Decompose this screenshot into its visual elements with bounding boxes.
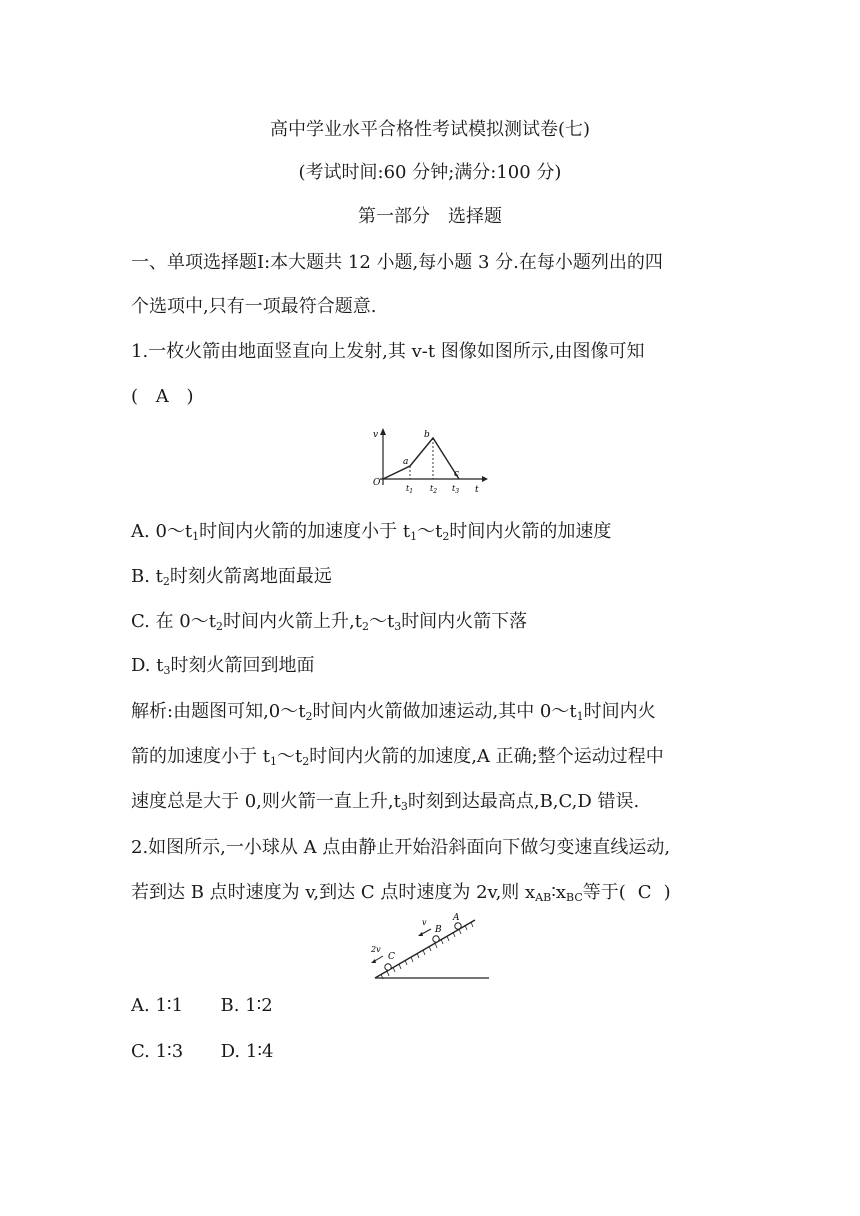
- velocity-line: [383, 438, 459, 479]
- q1-vt-graph: [372, 425, 488, 497]
- section-instructions-1: 一、单项选择题Ⅰ:本大题共 12 小题,每小题 3 分.在每小题列出的四: [131, 252, 663, 273]
- q1-stem: 1.一枚火箭由地面竖直向上发射,其 v-t 图像如图所示,由图像可知: [131, 341, 645, 362]
- label-2v: 2v: [371, 945, 381, 954]
- page-title: 高中学业水平合格性考试模拟测试卷(七): [269, 119, 591, 140]
- q1-analysis-3: 速度总是大于 0,则火箭一直上升$,t_3$时刻到达最高点,B,C,D 错误.: [131, 791, 640, 813]
- incline-hatching: [381, 922, 473, 979]
- q1-analysis-1: 解析:由题图可知$,0\sim t_2$时间内火箭做加速运动,其中 $0\sim t_1$时间内火: [131, 701, 656, 723]
- section-instructions-2: 个选项中,只有一项最符合题意.: [131, 296, 377, 317]
- q2-answer: C: [637, 882, 652, 903]
- part-heading: 第一部分 选择题: [358, 206, 502, 227]
- q2-option-a: A. 1∶1: [131, 995, 184, 1016]
- q2-option-b: B. 1∶2: [220, 995, 273, 1016]
- label-o: O: [373, 478, 381, 488]
- q2-stem-2: 若到达 B 点时速度为 v,到达 C 点时速度为 2v,则 $x_{AB}∶x_{BC}$等于( C ): [131, 882, 671, 904]
- q2-incline-diagram: [365, 912, 491, 982]
- q2-option-c: C. 1∶3: [131, 1041, 184, 1062]
- label-B: B: [435, 925, 442, 935]
- exam-info: (考试时间:60 分钟;满分:100 分): [298, 162, 562, 183]
- q1-answer-line: [131, 385, 194, 409]
- label-t2: $t_2$: [430, 484, 438, 495]
- q1-analysis-2: 箭的加速度小于 $t_1\sim t_2$时间内火箭的加速度,A 正确;整个运动过程中: [131, 746, 664, 768]
- label-t1: $t_1$: [406, 484, 414, 495]
- ball-a: [455, 923, 461, 929]
- label-b: b: [424, 430, 430, 440]
- arrow-2v-head: [371, 959, 376, 963]
- q2-stem-1: 2.如图所示,一小球从 A 点由静止开始沿斜面向下做匀变速直线运动,: [131, 837, 671, 858]
- label-a: a: [403, 457, 409, 467]
- label-t3: $t_3$: [452, 484, 460, 495]
- q1-answer: A: [155, 386, 169, 407]
- q2-options-row-1: [131, 994, 273, 1018]
- ball-b: [433, 936, 439, 942]
- q1-option-d: D. $t_3$时刻火箭回到地面: [131, 655, 315, 677]
- label-v: v: [422, 918, 427, 927]
- label-c: c: [454, 469, 460, 479]
- q1-option-a: A. $0\sim t_1$时间内火箭的加速度小于 $t_1\sim t_2$时间内火箭的加速度: [131, 521, 612, 543]
- t-axis-arrow: [482, 476, 488, 482]
- label-v: v: [373, 430, 379, 440]
- q2-option-d: D. 1∶4: [220, 1041, 274, 1062]
- label-C: C: [388, 952, 395, 962]
- q1-bracket-open: (: [131, 386, 139, 407]
- ball-c: [385, 964, 391, 970]
- q1-option-b: B. $t_2$时刻火箭离地面最远: [131, 566, 332, 588]
- q1-bracket-close: ): [186, 386, 194, 407]
- label-t: t: [475, 485, 479, 495]
- q2-options-row-2: [131, 1040, 273, 1064]
- label-A: A: [453, 913, 460, 923]
- q1-option-c: C. 在 $0\sim t_2$时间内火箭上升$,t_2\sim t_3$时间内火箭下落: [131, 611, 528, 633]
- v-axis-arrow: [380, 428, 386, 435]
- arrow-v-head: [418, 932, 423, 936]
